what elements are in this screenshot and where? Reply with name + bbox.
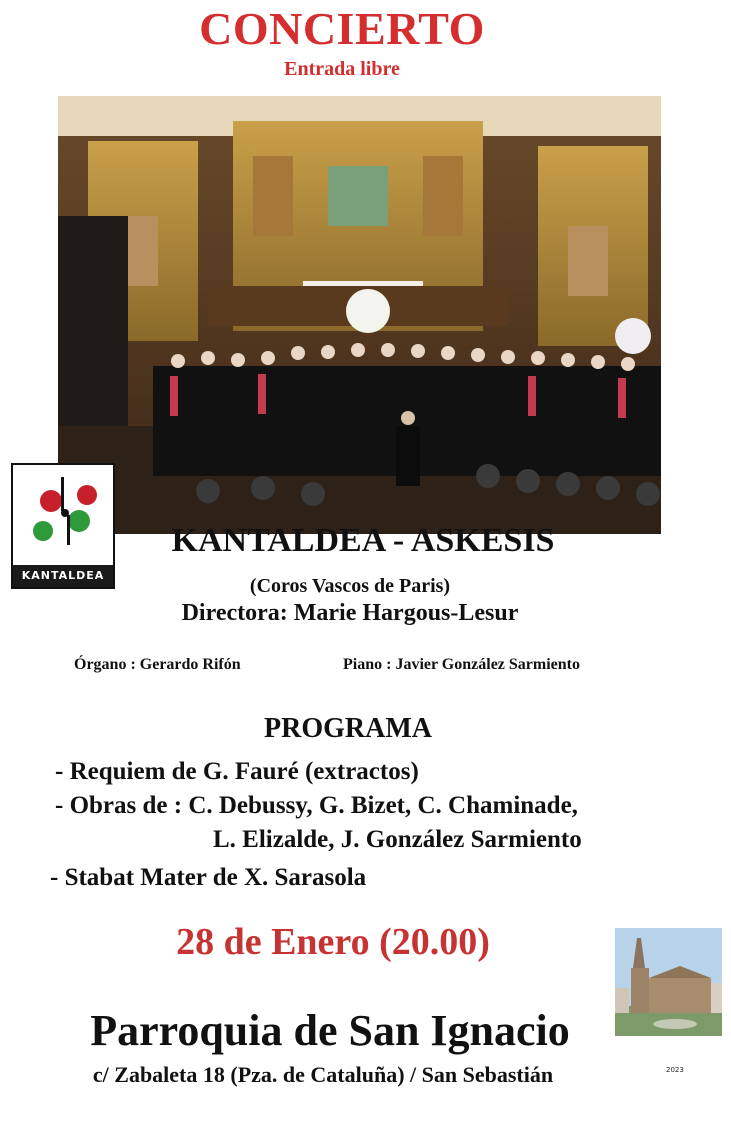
lauburu-music-note-icon xyxy=(13,465,113,561)
program-item: - Obras de : C. Debussy, G. Bizet, C. Chaminade, xyxy=(55,792,578,819)
free-entry-label: Entrada libre xyxy=(284,58,400,80)
kantaldea-logo xyxy=(11,463,115,589)
venue-address: c/ Zabaleta 18 (Pza. de Cataluña) / San Sebastián xyxy=(92,1062,554,1087)
program-title: PROGRAMA xyxy=(264,713,432,744)
program-item-continuation: L. Elizalde, J. González Sarmiento xyxy=(213,826,582,853)
piano-credit: Piano : Javier González Sarmiento xyxy=(343,656,580,673)
logo-wordmark: KANTALDEA xyxy=(13,565,113,587)
event-date: 28 de Enero (20.00) xyxy=(176,921,490,963)
organ-credit: Órgano : Gerardo Rifón xyxy=(74,656,241,673)
program-item: - Stabat Mater de X. Sarasola xyxy=(50,864,367,891)
concert-title: CONCIERTO xyxy=(199,3,485,54)
choir-subtitle: (Coros Vascos de Paris) xyxy=(249,575,451,597)
venue-name: Parroquia de San Ignacio xyxy=(90,1006,570,1055)
program-item: - Requiem de G. Fauré (extractos) xyxy=(55,758,419,785)
year-mark: 2023 xyxy=(666,1066,684,1074)
director-line: Directora: Marie Hargous-Lesur xyxy=(181,600,519,626)
choir-name: KANTALDEA - ASKESIS xyxy=(171,522,555,559)
church-interior-image xyxy=(58,96,661,534)
choir-photo xyxy=(58,96,661,534)
